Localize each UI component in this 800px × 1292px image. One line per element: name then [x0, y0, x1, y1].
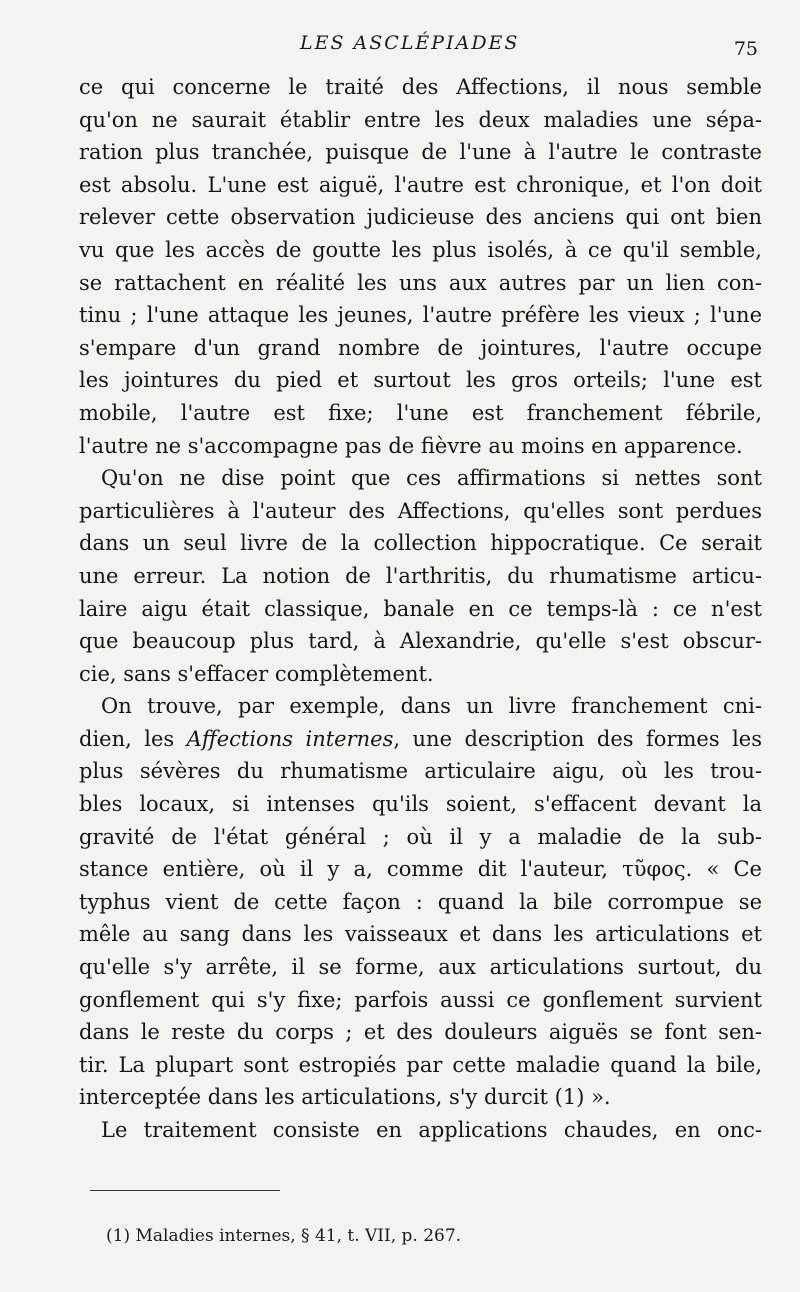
- text-line: relever cette observation judicieuse des anciens qui ont bien: [79, 205, 762, 230]
- text-line: se rattachent en réalité les uns aux autres par un lien con-: [79, 270, 762, 295]
- text-line: typhus vient de cette façon : quand la bile corrompue se: [79, 889, 762, 914]
- body-text: [79, 71, 762, 1147]
- text-line: stance entière, où il y a, comme dit l'auteur, τῦφος. « Ce: [79, 857, 762, 882]
- text-line: est absolu. L'une est aiguë, l'autre est chronique, et l'on doit: [79, 172, 762, 197]
- text-line: plus sévères du rhumatisme articulaire aigu, où les trou-: [79, 759, 762, 784]
- text-line: ration plus tranchée, puisque de l'une à l'autre le contraste: [79, 140, 762, 165]
- text-line: laire aigu était classique, banale en ce temps-là : ce n'est: [79, 596, 762, 621]
- text-line: que beaucoup plus tard, à Alexandrie, qu'elle s'est obscur-: [79, 629, 762, 654]
- text-line-with-italic: [79, 723, 762, 756]
- text-line: tir. La plupart sont estropiés par cette maladie quand la bile,: [79, 1052, 762, 1077]
- text-line: particulières à l'auteur des Affections, qu'elles sont perdues: [79, 498, 762, 523]
- text-line: gonflement qui s'y fixe; parfois aussi ce gonflement survient: [79, 987, 762, 1012]
- text-line: cie, sans s'effacer complètement.: [79, 661, 434, 686]
- text-line: Le traitement consiste en applications chaudes, en onc-: [101, 1118, 762, 1142]
- text-line: mobile, l'autre est fixe; l'une est franchement fébrile,: [79, 400, 762, 425]
- text-line: Qu'on ne dise point que ces affirmations si nettes sont: [101, 466, 762, 491]
- italic-title: Affections internes: [186, 726, 394, 751]
- text-line: interceptée dans les articulations, s'y durcit (1) ».: [79, 1085, 611, 1110]
- text-line: les jointures du pied et surtout les gros orteils; l'une est: [79, 368, 762, 393]
- text-line: s'empare d'un grand nombre de jointures, l'autre occupe: [79, 335, 762, 360]
- text-line: dans le reste du corps ; et des douleurs aiguës se font sen-: [79, 1020, 762, 1045]
- text-line: vu que les accès de goutte les plus isolés, à ce qu'il semble,: [79, 237, 762, 262]
- running-title: LES ASCLÉPIADES: [300, 32, 520, 54]
- text-line: qu'elle s'y arrête, il se forme, aux articulations surtout, du: [79, 955, 762, 980]
- text-line: mêle au sang dans les vaisseaux et dans les articulations et: [79, 922, 762, 947]
- text-segment: dien, les: [79, 726, 187, 751]
- text-line: gravité de l'état général ; où il y a maladie de la sub-: [79, 824, 762, 849]
- text-line: On trouve, par exemple, dans un livre franchement cni-: [101, 694, 762, 719]
- text-line: bles locaux, si intenses qu'ils soient, s'effacent devant la: [79, 792, 762, 817]
- text-line: qu'on ne saurait établir entre les deux maladies une sépa-: [79, 107, 762, 132]
- text-segment: , une description des formes les: [393, 726, 762, 751]
- footnote-separator: [90, 1190, 280, 1191]
- text-line: l'autre ne s'accompagne pas de fièvre au moins en apparence.: [79, 433, 743, 458]
- text-line: une erreur. La notion de l'arthritis, du rhumatisme articu-: [79, 563, 762, 588]
- page-number: 75: [733, 38, 758, 60]
- text-line: tinu ; l'une attaque les jeunes, l'autre préfère les vieux ; l'une: [79, 303, 762, 328]
- footnote: (1) Maladies internes, § 41, t. VII, p. 267.: [106, 1226, 462, 1246]
- text-line: ce qui concerne le traité des Affections, il nous semble: [79, 75, 762, 99]
- text-line: dans un seul livre de la collection hippocratique. Ce serait: [79, 531, 762, 556]
